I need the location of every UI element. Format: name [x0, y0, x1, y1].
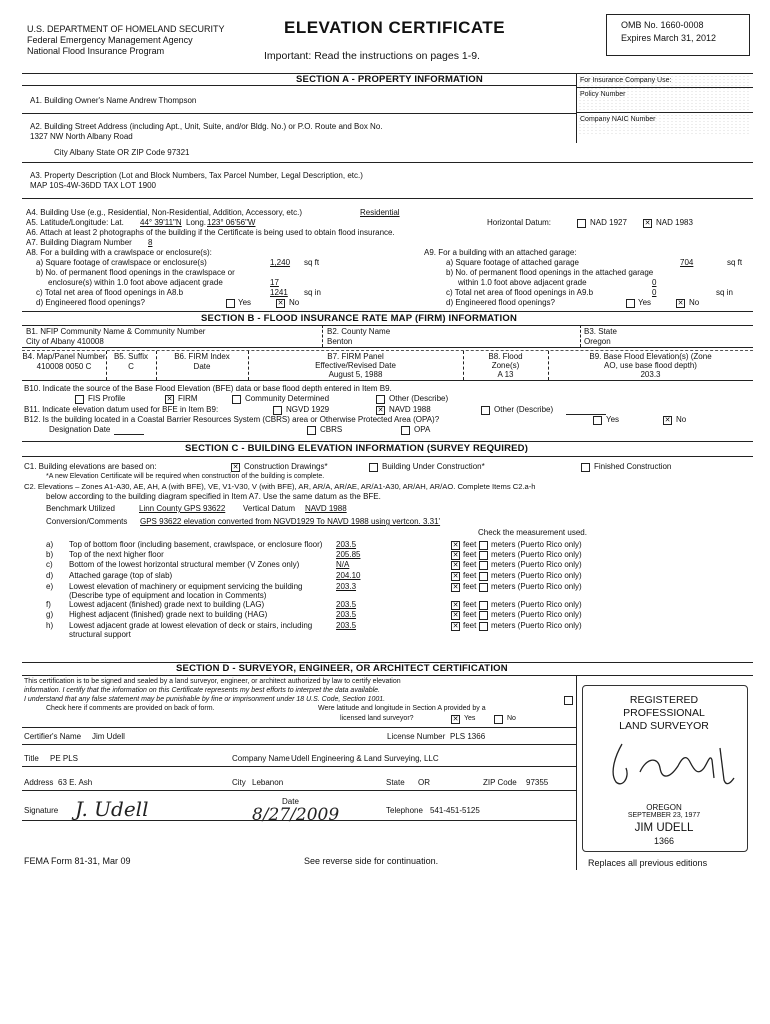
a8b-label2: enclosure(s) within 1.0 foot above adjacent grade — [48, 278, 223, 287]
feet-label: feet — [463, 621, 477, 630]
cert-text-4: Check here if comments are provided on back of form. — [46, 705, 215, 712]
b7-label1: B7. FIRM Panel — [327, 352, 384, 361]
elevation-row-label: Top of bottom floor (including basement, crawlspace, or enclosure floor) — [69, 540, 323, 549]
conversion-label: Conversion/Comments — [46, 517, 128, 526]
a8a-label: a) Square footage of crawlspace or enclosure(s) — [36, 258, 207, 267]
a3-label: A3. Property Description (Lot and Block Numbers, Tax Parcel Number, Legal Description, etc.) — [30, 171, 363, 180]
a3-value: MAP 10S-4W-36DD TAX LOT 1900 — [30, 181, 156, 190]
vertical-datum-label: Vertical Datum — [243, 504, 296, 513]
b5-label: B5. Suffix — [113, 352, 149, 361]
dept-name: U.S. DEPARTMENT OF HOMELAND SECURITY — [27, 24, 225, 34]
certifier-label: Certifier's Name — [24, 732, 82, 741]
elevation-row-value: 203.5 — [336, 600, 357, 609]
omb-number: OMB No. 1660-0008 — [621, 20, 704, 30]
feet-label: feet — [463, 610, 477, 619]
naic-number-label: Company NAIC Number — [580, 116, 656, 123]
seal-line-6: JIM UDELL — [634, 822, 694, 834]
elevation-row-label-2: (Describe type of equipment and location in Comments) — [69, 591, 267, 600]
a8d-no-checkbox[interactable]: ✕ — [277, 300, 284, 307]
opa-label: OPA — [414, 425, 431, 434]
b12-yes-label: Yes — [606, 415, 620, 424]
firm-checkbox[interactable]: ✕ — [166, 396, 173, 403]
cert-text-6: licensed land surveyor? — [340, 715, 414, 722]
other-source-checkbox[interactable] — [376, 395, 385, 404]
a7-value: 8 — [148, 238, 153, 247]
a9c-value: 0 — [652, 288, 657, 297]
elevation-row-label-2: structural support — [69, 630, 131, 639]
a8-label: A8. For a building with a crawlspace or enclosure(s): — [26, 248, 212, 257]
section-b-heading: SECTION B - FLOOD INSURANCE RATE MAP (FIRM) INFORMATION — [201, 313, 518, 324]
meters-label: meters (Puerto Rico only) — [491, 600, 582, 609]
b8-label1: B8. Flood — [488, 352, 523, 361]
elevation-row-value: 203.5 — [336, 540, 357, 549]
elevation-row-value: 203.5 — [336, 610, 357, 619]
community-checkbox[interactable] — [232, 395, 241, 404]
b2-label: B2. County Name — [327, 327, 391, 336]
other-datum-label: Other (Describe) — [494, 405, 554, 414]
c2-label1: C2. Elevations – Zones A1-A30, AE, AH, A (with BFE), VE, V1-V30, V (with BFE), AR, AR/A, AR/AE, AR/A1-A30, AR/AH, AR/AO. Complete Items C2.a-h — [24, 482, 536, 491]
elevation-row-key: d) — [46, 571, 54, 580]
a8d-yes-checkbox[interactable] — [226, 299, 235, 308]
a9d-no-label: No — [689, 298, 700, 307]
date-label: Date — [282, 797, 299, 806]
a9c-unit: sq in — [716, 288, 733, 297]
seal-line-2: PROFESSIONAL — [623, 707, 705, 719]
zip-value: 97355 — [526, 778, 549, 787]
cert-text-1: This certification is to be signed and sealed by a land surveyor, engineer, or architect authorized by law to certify elevation — [24, 678, 401, 685]
surveyor-yes-label: Yes — [464, 715, 476, 722]
a9c-label: c) Total net area of flood openings in A9.b — [446, 288, 594, 297]
datum-1927-label: NAD 1927 — [590, 218, 627, 227]
navd-label: NAVD 1988 — [389, 405, 431, 414]
a4-label: A4. Building Use (e.g., Residential, Non-Residential, Addition, Accessory, etc.) — [26, 208, 302, 217]
a1-owner: A1. Building Owner's Name Andrew Thompson — [30, 96, 197, 105]
city-value: Lebanon — [252, 778, 284, 787]
b10-label: B10. Indicate the source of the Base Flood Elevation (BFE) data or base flood depth entered in Item B9. — [24, 384, 392, 393]
under-construction-label: Building Under Construction* — [382, 462, 485, 471]
meters-checkbox[interactable] — [479, 572, 488, 581]
a9d-yes-label: Yes — [638, 298, 652, 307]
a8a-value: 1,240 — [270, 258, 291, 267]
elevation-row-key: b) — [46, 550, 54, 559]
a4-value: Residential — [360, 208, 400, 217]
feet-label: feet — [463, 550, 477, 559]
datum-1927-checkbox[interactable] — [577, 219, 586, 228]
elevation-row-key: g) — [46, 610, 54, 619]
b9-value: 203.3 — [640, 370, 661, 379]
elevation-row-value: 204.10 — [336, 571, 361, 580]
feet-label: feet — [463, 560, 477, 569]
b12-yes-checkbox[interactable] — [593, 416, 602, 425]
benchmark-value: Linn County GPS 93622 — [139, 504, 226, 513]
b8-label2: Zone(s) — [491, 361, 520, 370]
b5-value: C — [128, 362, 134, 371]
b3-value: Oregon — [584, 337, 611, 346]
a8a-unit: sq ft — [304, 258, 320, 267]
datum-1983-label: NAD 1983 — [656, 218, 693, 227]
feet-label: feet — [463, 582, 477, 591]
a9d-no-checkbox[interactable]: ✕ — [677, 300, 684, 307]
vertical-datum-value: NAVD 1988 — [305, 504, 347, 513]
b12-designation: Designation Date — [49, 425, 111, 434]
c1-note: *A new Elevation Certificate will be required when construction of the building is complete. — [46, 473, 325, 480]
elevation-row-value: 203.3 — [336, 582, 357, 591]
section-a-heading: SECTION A - PROPERTY INFORMATION — [296, 74, 483, 85]
elevation-row-value: N/A — [336, 560, 350, 569]
meters-label: meters (Puerto Rico only) — [491, 582, 582, 591]
a9a-unit: sq ft — [727, 258, 743, 267]
elevation-row-key: h) — [46, 621, 54, 630]
b7-label2: Effective/Revised Date — [315, 361, 396, 370]
b4-value: 410008 0050 C — [36, 362, 92, 371]
meters-label: meters (Puerto Rico only) — [491, 540, 582, 549]
a2-address: 1327 NW North Albany Road — [30, 132, 133, 141]
meters-checkbox[interactable] — [479, 561, 488, 570]
title-value: PE PLS — [50, 754, 79, 763]
a9-label: A9. For a building with an attached garage: — [424, 248, 577, 257]
company-value: Udell Engineering & Land Surveying, LLC — [291, 754, 439, 763]
seal-line-5: SEPTEMBER 23, 1977 — [627, 812, 701, 819]
elevation-row-label: Lowest adjacent grade at lowest elevation of deck or stairs, including — [69, 621, 313, 630]
other-datum-checkbox[interactable] — [481, 406, 490, 415]
feet-checkbox[interactable]: ✕ — [452, 623, 459, 630]
cert-text-2: information. I certify that the information on this Certificate represents my best efforts to interpret the data available. — [24, 687, 381, 694]
meters-checkbox[interactable] — [479, 601, 488, 610]
a8d-label: d) Engineered flood openings? — [36, 298, 145, 307]
meters-label: meters (Puerto Rico only) — [491, 621, 582, 630]
feet-label: feet — [463, 571, 477, 580]
b4-label: B4. Map/Panel Number — [22, 352, 106, 361]
title-label: Title — [24, 754, 39, 763]
elevation-row-label: Attached garage (top of slab) — [69, 571, 173, 580]
page-title: ELEVATION CERTIFICATE — [284, 18, 506, 37]
feet-checkbox[interactable]: ✕ — [452, 573, 459, 580]
important-note: Important: Read the instructions on pages 1-9. — [264, 50, 480, 62]
a9d-label: d) Engineered flood openings? — [446, 298, 555, 307]
a5-label: A5. Latitude/Longitude: Lat. — [26, 218, 124, 227]
a8c-unit: sq in — [304, 288, 321, 297]
c1-label: C1. Building elevations are based on: — [24, 462, 157, 471]
a9d-yes-checkbox[interactable] — [626, 299, 635, 308]
footer-continuation: See reverse side for continuation. — [304, 856, 439, 866]
comments-checkbox[interactable] — [564, 696, 573, 705]
company-label: Company Name — [232, 754, 290, 763]
fis-profile-checkbox[interactable] — [75, 395, 84, 404]
c2-label2: below according to the building diagram specified in Item A7. Use the same datum as the BFE. — [46, 492, 381, 501]
a8b-label1: b) No. of permanent flood openings in the crawlspace or — [36, 268, 235, 277]
conversion-value: GPS 93622 elevation converted from NGVD1929 To NAVD 1988 using vertcon. 3.31' — [140, 517, 441, 526]
zip-label: ZIP Code — [483, 778, 517, 787]
ngvd-checkbox[interactable] — [273, 406, 282, 415]
address-value: 63 E. Ash — [58, 778, 93, 787]
meters-checkbox[interactable] — [479, 551, 488, 560]
fis-profile-label: FIS Profile — [88, 394, 126, 403]
elevation-row-label: Lowest elevation of machinery or equipment servicing the building — [69, 582, 303, 591]
phone-label: Telephone — [386, 806, 423, 815]
firm-label: FIRM — [178, 394, 198, 403]
feet-checkbox[interactable]: ✕ — [452, 612, 459, 619]
ins-company-use: For Insurance Company Use: — [580, 77, 672, 84]
seal-signature-mark — [600, 738, 740, 790]
cbrs-checkbox[interactable] — [307, 426, 316, 435]
footer-replaces: Replaces all previous editions — [588, 858, 708, 868]
seal-line-4: OREGON — [646, 803, 682, 812]
state-value: OR — [418, 778, 430, 787]
a5-lat: 44° 39'11"N — [140, 218, 182, 227]
date-value: 8/27/2009 — [252, 805, 340, 825]
check-measurement: Check the measurement used. — [478, 528, 587, 537]
other-source-label: Other (Describe) — [389, 394, 449, 403]
meters-checkbox[interactable] — [479, 583, 488, 592]
construction-drawings-label: Construction Drawings* — [244, 462, 328, 471]
address-label: Address — [24, 778, 54, 787]
signature-value: J. Udell — [75, 797, 149, 821]
b9-label1: B9. Base Flood Elevation(s) (Zone — [589, 352, 712, 361]
a9a-value: 704 — [680, 258, 694, 267]
b12-label: B12. Is the building located in a Coastal Barrier Resources System (CBRS) area or Otherwise Protected Area (OPA)? — [24, 415, 440, 424]
a9b-label1: b) No. of permanent flood openings in the attached garage — [446, 268, 654, 277]
a8c-value: 1241 — [270, 288, 288, 297]
elevation-row-key: e) — [46, 582, 54, 591]
elevation-row-key: a) — [46, 540, 54, 549]
b1-value: City of Albany 410008 — [26, 337, 104, 346]
a8c-label: c) Total net area of flood openings in A8.b — [36, 288, 184, 297]
feet-checkbox[interactable]: ✕ — [452, 584, 459, 591]
feet-checkbox[interactable]: ✕ — [452, 542, 459, 549]
seal-line-1: REGISTERED — [629, 694, 699, 706]
b11-label: B11. Indicate elevation datum used for BFE in Item B9: — [24, 405, 219, 414]
feet-label: feet — [463, 540, 477, 549]
b12-no-checkbox[interactable]: ✕ — [664, 417, 671, 424]
a9b-value: 0 — [652, 278, 657, 287]
license-number: PLS 1366 — [450, 732, 486, 741]
seal-line-3: LAND SURVEYOR — [619, 720, 709, 732]
a6-label: A6. Attach at least 2 photographs of the building if the Certificate is being used to obtain flood insurance. — [26, 228, 395, 237]
elevation-row-label: Highest adjacent (finished) grade next to building (HAG) — [69, 610, 268, 619]
a5-long: 123° 06'56"W — [207, 218, 256, 227]
policy-number-label: Policy Number — [580, 91, 626, 98]
meters-checkbox[interactable] — [479, 611, 488, 620]
elevation-row-label: Lowest adjacent (finished) grade next to building (LAG) — [69, 600, 265, 609]
b9-label2: AO, use base flood depth) — [604, 361, 697, 370]
benchmark-label: Benchmark Utilized — [46, 504, 115, 513]
b6-label1: B6. FIRM Index — [174, 352, 230, 361]
b2-value: Benton — [327, 337, 353, 346]
meters-label: meters (Puerto Rico only) — [491, 550, 582, 559]
a2-city-line: City Albany State OR ZIP Code 97321 — [54, 148, 190, 157]
seal-line-7: 1366 — [653, 836, 675, 846]
section-c-heading: SECTION C - BUILDING ELEVATION INFORMATION (SURVEY REQUIRED) — [185, 443, 529, 454]
surveyor-yes-checkbox[interactable]: ✕ — [452, 716, 459, 723]
certifier-name: Jim Udell — [92, 732, 125, 741]
cbrs-label: CBRS — [320, 425, 343, 434]
feet-checkbox[interactable]: ✕ — [452, 602, 459, 609]
b12-no-label: No — [676, 415, 687, 424]
b8-value: A 13 — [497, 370, 514, 379]
elevation-row-label: Bottom of the lowest horizontal structural member (V Zones only) — [69, 560, 300, 569]
section-d-heading: SECTION D - SURVEYOR, ENGINEER, OR ARCHITECT CERTIFICATION — [176, 663, 508, 674]
b6-label2: Date — [193, 362, 211, 371]
city-label: City — [232, 778, 246, 787]
b1-label: B1. NFIP Community Name & Community Number — [26, 327, 206, 336]
b7-value: August 5, 1988 — [328, 370, 383, 379]
elevation-row-value: 205.85 — [336, 550, 361, 559]
feet-checkbox[interactable]: ✕ — [452, 562, 459, 569]
phone-value: 541-451-5125 — [430, 806, 480, 815]
under-construction-checkbox[interactable] — [369, 463, 378, 472]
datum-1983-checkbox[interactable]: ✕ — [644, 220, 651, 227]
a5-long-label: Long. — [186, 218, 207, 227]
ngvd-label: NGVD 1929 — [286, 405, 330, 414]
cert-text-3: I understand that any false statement may be punishable by fine or imprisonment under 18 U.S. Code, Section 1001. — [24, 696, 386, 703]
cert-text-5: Were latitude and longitude in Section A provided by a — [318, 705, 486, 712]
a7-label: A7. Building Diagram Number — [26, 238, 132, 247]
feet-checkbox[interactable]: ✕ — [452, 552, 459, 559]
community-label: Community Determined — [245, 394, 330, 403]
meters-label: meters (Puerto Rico only) — [491, 560, 582, 569]
opa-checkbox[interactable] — [401, 426, 410, 435]
feet-label: feet — [463, 600, 477, 609]
a8d-no-label: No — [289, 298, 300, 307]
a8b-value: 17 — [270, 278, 279, 287]
b3-label: B3. State — [584, 327, 617, 336]
navd-checkbox[interactable]: ✕ — [377, 407, 384, 414]
finished-construction-label: Finished Construction — [594, 462, 672, 471]
license-label: License Number — [387, 732, 446, 741]
footer-form: FEMA Form 81-31, Mar 09 — [24, 856, 131, 866]
construction-drawings-checkbox[interactable]: ✕ — [232, 464, 239, 471]
a9a-label: a) Square footage of attached garage — [446, 258, 579, 267]
agency-name: Federal Emergency Management Agency — [27, 35, 193, 45]
elevation-row-value: 203.5 — [336, 621, 357, 630]
program-name: National Flood Insurance Program — [27, 46, 165, 56]
a2-label: A2. Building Street Address (including Apt., Unit, Suite, and/or Bldg. No.) or P.O. Route and Box No. — [30, 122, 383, 131]
finished-construction-checkbox[interactable] — [581, 463, 590, 472]
datum-label: Horizontal Datum: — [487, 218, 552, 227]
meters-label: meters (Puerto Rico only) — [491, 571, 582, 580]
a9b-label2: within 1.0 foot above adjacent grade — [458, 278, 587, 287]
meters-checkbox[interactable] — [479, 541, 488, 550]
state-label: State — [386, 778, 405, 787]
elevation-row-label: Top of the next higher floor — [69, 550, 164, 559]
meters-label: meters (Puerto Rico only) — [491, 610, 582, 619]
meters-checkbox[interactable] — [479, 622, 488, 631]
signature-label: Signature — [24, 806, 59, 815]
surveyor-no-checkbox[interactable] — [494, 715, 503, 724]
surveyor-no-label: No — [507, 715, 516, 722]
elevation-row-key: c) — [46, 560, 53, 569]
a8d-yes-label: Yes — [238, 298, 252, 307]
elevation-row-key: f) — [46, 600, 51, 609]
omb-expires: Expires March 31, 2012 — [621, 33, 717, 43]
